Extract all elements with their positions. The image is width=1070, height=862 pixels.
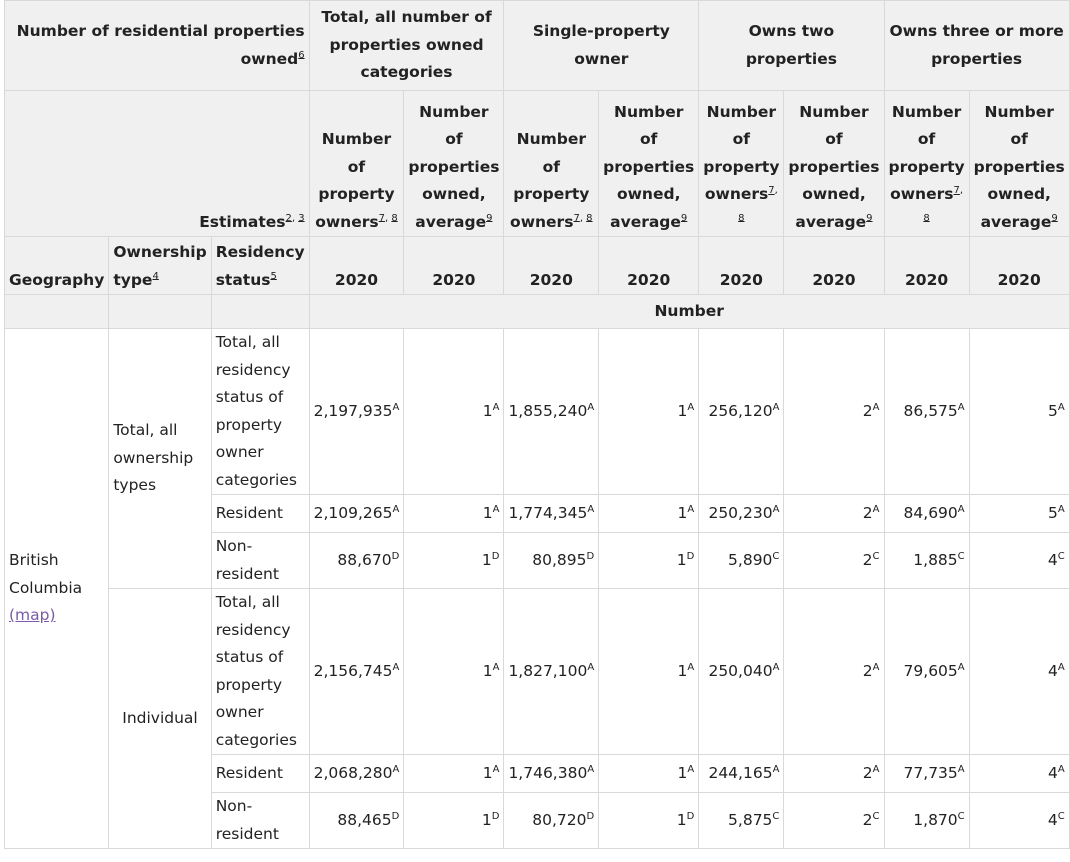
geography-cell — [5, 329, 109, 849]
owners-header: Number of property owners$^{7, 8}$ — [884, 91, 969, 237]
residency-status-cell: Resident — [211, 755, 309, 793]
year-header: 2020 — [404, 237, 504, 295]
value-cell: $1,827,100^A$ — [504, 589, 599, 755]
value-cell: $4^A$ — [969, 589, 1069, 755]
footnote-link[interactable]: 9 — [680, 212, 688, 224]
value-cell: $79,605^A$ — [884, 589, 969, 755]
ownership-type-cell: Total, all ownership types — [109, 329, 211, 589]
value-cell: $1^A$ — [404, 755, 504, 793]
group-header-two: Owns two properties — [699, 1, 884, 91]
value-cell: $1,774,345^A$ — [504, 495, 599, 533]
footnote-link[interactable]: 8 — [738, 212, 745, 224]
residency-status-cell: Resident — [211, 495, 309, 533]
footnote-link[interactable]: 6 — [298, 49, 305, 61]
value-cell: $88,670^D$ — [309, 533, 404, 589]
value-cell: $1^A$ — [599, 589, 699, 755]
residency-status-cell: Total, all residency status of property owner categories — [211, 329, 309, 495]
avg-header: Number of properties owned, average$^9$ — [784, 91, 884, 237]
footnote-link[interactable]: 7 — [378, 212, 385, 224]
value-cell: $5,890^C$ — [699, 533, 784, 589]
residency-status-cell: Non-resident — [211, 533, 309, 589]
value-cell: $2^A$ — [784, 755, 884, 793]
geography-name: British Columbia — [9, 551, 83, 597]
value-cell: $2^C$ — [784, 533, 884, 589]
table-row — [5, 589, 1070, 755]
year-header: 2020 — [599, 237, 699, 295]
year-header: 2020 — [699, 237, 784, 295]
value-cell: $1^A$ — [599, 755, 699, 793]
value-cell: $1^D$ — [599, 533, 699, 589]
value-cell: $250,230^A$ — [699, 495, 784, 533]
estimates-label: Estimates — [199, 212, 286, 231]
value-cell: $1,885^C$ — [884, 533, 969, 589]
avg-header: Number of properties owned, average$^9$ — [404, 91, 504, 237]
value-cell: $86,575^A$ — [884, 329, 969, 495]
owners-header: Number of property owners$^{7, 8}$ — [504, 91, 599, 237]
footnote-link[interactable]: 3 — [298, 212, 305, 224]
value-cell: $2^A$ — [784, 495, 884, 533]
year-header: 2020 — [884, 237, 969, 295]
owners-header: Number of property owners$^{7, 8}$ — [699, 91, 784, 237]
footnote-link[interactable]: 9 — [486, 212, 493, 224]
value-cell: $1^A$ — [404, 329, 504, 495]
footnote-link[interactable]: 5 — [270, 270, 277, 282]
value-cell: $4^C$ — [969, 533, 1069, 589]
footnote-link[interactable]: 9 — [866, 212, 873, 224]
ownership-type-header: Ownership type$^4$ — [109, 237, 211, 295]
value-cell: $2,156,745^A$ — [309, 589, 404, 755]
footnote-link[interactable]: 8 — [586, 212, 593, 224]
value-cell: $80,895^D$ — [504, 533, 599, 589]
data-table — [4, 0, 1070, 849]
value-cell: $256,120^A$ — [699, 329, 784, 495]
value-cell: $2,109,265^A$ — [309, 495, 404, 533]
value-cell: $4^A$ — [969, 755, 1069, 793]
residency-status-cell: Total, all residency status of property owner categories — [211, 589, 309, 755]
value-cell: $2^C$ — [784, 793, 884, 849]
table-row — [5, 329, 1070, 495]
value-cell: $1^A$ — [404, 495, 504, 533]
year-header-row — [5, 237, 1070, 295]
estimates-header: Estimates$^{2, 3}$ — [5, 91, 310, 237]
residency-status-header: Residency status$^5$ — [211, 237, 309, 295]
value-cell: $1^A$ — [599, 329, 699, 495]
value-cell: $4^C$ — [969, 793, 1069, 849]
year-header: 2020 — [504, 237, 599, 295]
value-cell: $80,720^D$ — [504, 793, 599, 849]
value-cell: $2^A$ — [784, 329, 884, 495]
value-cell: $244,165^A$ — [699, 755, 784, 793]
footnote-link[interactable]: 4 — [152, 270, 159, 282]
group-header-single: Single-property owner — [504, 1, 699, 91]
map-link[interactable]: (map) — [9, 606, 56, 625]
footnote-link[interactable]: 7 — [573, 212, 580, 224]
value-cell: $5^A$ — [969, 329, 1069, 495]
value-cell: $1^A$ — [404, 589, 504, 755]
year-header: 2020 — [784, 237, 884, 295]
footnote-link[interactable]: 8 — [391, 212, 398, 224]
avg-header: Number of properties owned, average$^9$ — [969, 91, 1069, 237]
year-header: 2020 — [969, 237, 1069, 295]
footnote-link[interactable]: 7 — [953, 184, 960, 196]
value-cell: $1^D$ — [404, 793, 504, 849]
footnote-link[interactable]: 2 — [285, 212, 292, 224]
value-cell: $2,197,935^A$ — [309, 329, 404, 495]
value-cell: $5,875^C$ — [699, 793, 784, 849]
geography-header: Geography — [5, 237, 109, 295]
value-cell: $1,746,380^A$ — [504, 755, 599, 793]
value-cell: $2,068,280^A$ — [309, 755, 404, 793]
unit-row — [5, 295, 1070, 329]
value-cell: $1,870^C$ — [884, 793, 969, 849]
year-header: 2020 — [309, 237, 404, 295]
value-cell: $1^A$ — [599, 495, 699, 533]
unit-label: Number — [309, 295, 1069, 329]
value-cell: $2^A$ — [784, 589, 884, 755]
value-cell: $77,735^A$ — [884, 755, 969, 793]
measure-header-row — [5, 91, 1070, 237]
value-cell: $250,040^A$ — [699, 589, 784, 755]
footnote-link[interactable]: 7 — [768, 184, 775, 196]
value-cell: $1^D$ — [599, 793, 699, 849]
footnote-link[interactable]: 8 — [923, 212, 930, 224]
value-cell: $5^A$ — [969, 495, 1069, 533]
owners-header: Number of property owners$^{7, 8}$ — [309, 91, 404, 237]
corner-label: Number of residential properties owned — [16, 22, 305, 68]
group-header-three-plus: Owns three or more properties — [884, 1, 1069, 91]
group-header-total: Total, all number of properties owned categories — [309, 1, 504, 91]
value-cell: $1^D$ — [404, 533, 504, 589]
corner-header — [5, 1, 310, 91]
footnote-link[interactable]: 9 — [1051, 212, 1058, 224]
avg-header: Number of properties owned, average$^9$ — [599, 91, 699, 237]
value-cell: $88,465^D$ — [309, 793, 404, 849]
ownership-type-cell: Individual — [109, 589, 211, 849]
value-cell: $84,690^A$ — [884, 495, 969, 533]
residency-status-cell: Non-resident — [211, 793, 309, 849]
value-cell: $1,855,240^A$ — [504, 329, 599, 495]
